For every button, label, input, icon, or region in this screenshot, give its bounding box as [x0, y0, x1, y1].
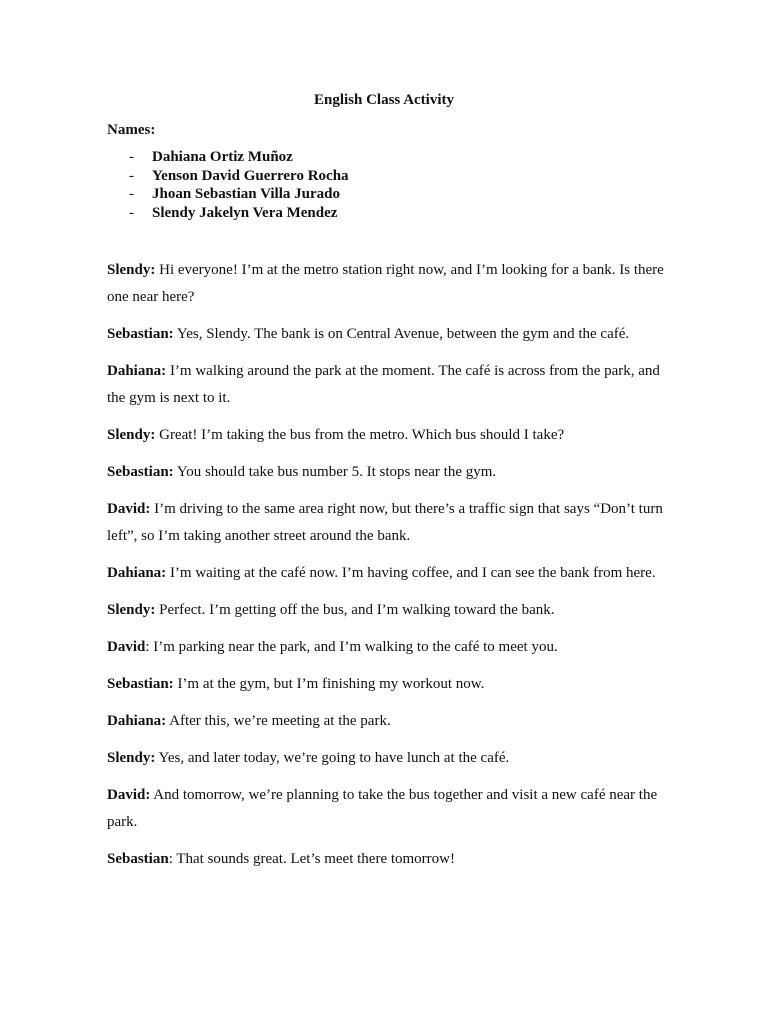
dialogue-line	[107, 257, 667, 311]
speaker-name: Sebastian:	[107, 676, 174, 692]
dialogue-line	[107, 321, 667, 348]
dialogue-line	[107, 560, 667, 587]
dialogue-text: After this, we’re meeting at the park.	[166, 713, 391, 729]
speaker-name: David	[107, 639, 146, 655]
speaker-name: Slendy:	[107, 427, 156, 443]
speaker-name: David:	[107, 787, 151, 803]
student-name: Jhoan Sebastian Villa Jurado	[152, 186, 340, 202]
dialogue-text: Yes, and later today, we’re going to have lunch at the café.	[155, 750, 510, 766]
speaker-name: David:	[107, 501, 151, 517]
student-name: Yenson David Guerrero Rocha	[152, 167, 349, 184]
dialogue-text: I’m walking around the park at the moment. The café is across from the park, and the gym is next to it.	[107, 363, 660, 406]
dialogue-line	[107, 422, 667, 449]
student-name: Dahiana Ortiz Muñoz	[152, 149, 293, 165]
dialogue	[107, 257, 667, 883]
dialogue-text: I’m driving to the same area right now, but there’s a traffic sign that says “Don’t turn left”, so I’m taking another street around the bank.	[107, 501, 663, 544]
dialogue-text: I’m at the gym, but I’m finishing my workout now.	[173, 676, 485, 692]
dialogue-line	[107, 597, 667, 624]
speaker-name: Sebastian	[107, 851, 169, 867]
dialogue-text: Perfect. I’m getting off the bus, and I’m walking toward the bank.	[155, 602, 555, 618]
dialogue-line	[107, 671, 667, 698]
speaker-name: Slendy:	[107, 750, 156, 766]
dialogue-text: And tomorrow, we’re planning to take the bus together and visit a new café near the park.	[107, 787, 658, 830]
dialogue-line	[107, 846, 667, 873]
list-marker: -	[129, 167, 134, 184]
speaker-name: Dahiana:	[107, 713, 167, 729]
speaker-name: Slendy:	[107, 602, 156, 618]
speaker-name: Dahiana:	[107, 565, 167, 581]
dialogue-text: : That sounds great. Let’s meet there tomorrow!	[168, 851, 455, 867]
dialogue-text: : I’m parking near the park, and I’m walking to the café to meet you.	[145, 639, 558, 655]
dialogue-line	[107, 745, 667, 772]
dialogue-line	[107, 708, 667, 735]
student-name: Slendy Jakelyn Vera Mendez	[152, 204, 338, 221]
list-marker: -	[129, 186, 134, 202]
dialogue-line	[107, 782, 667, 836]
dialogue-text: You should take bus number 5. It stops near the gym.	[173, 464, 497, 480]
dialogue-text: Great! I’m taking the bus from the metro. Which bus should I take?	[155, 427, 565, 443]
list-marker: -	[129, 204, 134, 221]
dialogue-text: Hi everyone! I’m at the metro station right now, and I’m looking for a bank. Is there one near here?	[107, 262, 664, 305]
speaker-name: Slendy:	[107, 262, 156, 278]
names-label: Names:	[107, 122, 156, 138]
dialogue-text: I’m waiting at the café now. I’m having coffee, and I can see the bank from here.	[166, 565, 656, 581]
dialogue-line	[107, 634, 667, 661]
dialogue-line	[107, 496, 667, 550]
list-marker: -	[129, 149, 134, 165]
speaker-name: Sebastian:	[107, 464, 174, 480]
speaker-name: Dahiana:	[107, 363, 167, 379]
dialogue-line	[107, 358, 667, 412]
dialogue-text: Yes, Slendy. The bank is on Central Avenue, between the gym and the café.	[173, 326, 630, 342]
dialogue-line	[107, 459, 667, 486]
speaker-name: Sebastian:	[107, 326, 174, 342]
document-title: English Class Activity	[313, 92, 455, 108]
